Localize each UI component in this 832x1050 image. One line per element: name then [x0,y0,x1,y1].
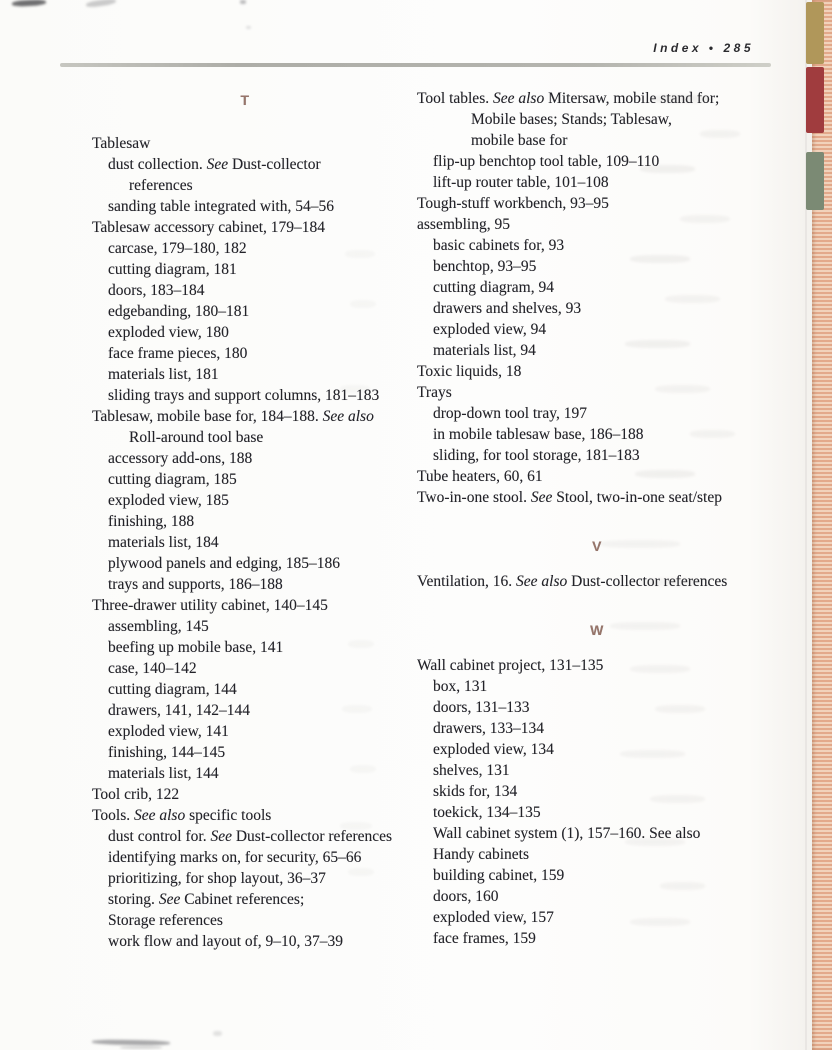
entry-text: Wall cabinet project, 131–135 [417,657,604,674]
index-entry [417,466,777,487]
cross-reference-italic: See also [322,408,374,425]
scan-smudge [630,665,690,673]
entry-text: materials list, 94 [433,342,536,359]
scan-smudge [680,215,730,223]
index-entry [417,193,777,214]
index-entry [417,256,777,277]
entry-text: assembling, 95 [417,216,510,233]
entry-text: drawers, 133–134 [433,720,545,737]
entry-text: Two-in-one stool. [417,489,531,506]
running-head-bullet: • [708,41,717,55]
index-entry [417,277,777,298]
index-entry [417,760,777,781]
entry-text: Mitersaw, mobile stand for; [544,90,720,107]
index-entry [417,676,777,697]
entry-text: basic cabinets for, 93 [433,237,565,254]
scan-smudge [700,130,740,138]
index-entry [92,154,398,175]
entry-text: identifying marks on, for security, 65–66 [108,849,362,866]
entry-text: Wall cabinet system (1), 157–160. See also [433,825,701,842]
index-entry [92,574,398,595]
index-entry [92,343,398,364]
entry-text: plywood panels and edging, 185–186 [108,555,341,572]
entry-text: Storage references [108,912,223,929]
index-entry [92,784,398,805]
index-entry [417,781,777,802]
index-entry [417,718,777,739]
index-entry [417,88,777,109]
entry-text: drop-down tool tray, 197 [433,405,587,422]
entry-text: skids for, 134 [433,783,518,800]
entry-text: drawers and shelves, 93 [433,300,582,317]
index-entry [92,490,398,511]
scan-smudge [655,385,710,393]
index-entry [92,259,398,280]
entry-text: materials list, 184 [108,534,219,551]
entry-text: Mobile bases; Stands; Tablesaw, [471,111,672,128]
scan-smudge [348,868,374,876]
cross-reference-italic: See [158,891,181,908]
entry-text: finishing, 188 [108,513,195,530]
entry-text: exploded view, 94 [433,321,547,338]
entry-text: dust control for. [108,828,211,845]
index-entry [417,235,777,256]
entry-text: Cabinet references; [180,891,305,908]
entry-text: exploded view, 185 [108,492,229,509]
index-entry [417,844,777,865]
entry-text: in mobile tablesaw base, 186–188 [433,426,644,443]
index-entry [92,889,398,910]
scan-smudge [640,578,700,586]
scan-smudge [213,1031,222,1036]
scan-smudge [630,918,690,926]
entry-text: shelves, 131 [433,762,510,779]
entry-text: mobile base for [471,132,568,149]
index-entry [417,319,777,340]
cross-reference-italic: See [206,156,229,173]
entry-text: case, 140–142 [108,660,197,677]
entry-text: lift-up router table, 101–108 [433,174,609,191]
entry-text: finishing, 144–145 [108,744,226,761]
scan-smudge [610,622,680,630]
index-entry [92,406,398,427]
running-head [653,41,754,55]
scan-smudge [340,822,372,830]
index-entry [417,907,777,928]
entry-text: cutting diagram, 181 [108,261,237,278]
entry-text: Tough-stuff workbench, 93–95 [417,195,609,212]
running-head-title: Index [653,41,703,55]
index-entry [92,910,398,931]
entry-text: Ventilation, 16. [417,573,517,590]
entry-text: benchtop, 93–95 [433,258,537,275]
index-entry [417,823,777,844]
index-entry [92,469,398,490]
entry-text: Stool, two-in-one seat/step [552,489,722,506]
index-entry [92,322,398,343]
running-head-page-number: 285 [723,41,754,55]
scan-smudge [665,295,720,303]
scan-smudge [640,165,695,173]
entry-text: cutting diagram, 185 [108,471,237,488]
scan-smudge [650,795,705,803]
entry-text: exploded view, 141 [108,723,229,740]
section-heading-v: V [592,538,602,554]
entry-text: flip-up benchtop tool table, 109–110 [433,153,660,170]
index-entry [92,595,398,616]
scan-smudge [660,882,705,890]
entry-text: exploded view, 157 [433,909,554,926]
entry-text: Three-drawer utility cabinet, 140–145 [92,597,328,614]
entry-text: Dust-collector references [231,828,393,845]
entry-text: accessory add-ons, 188 [108,450,253,467]
scan-smudge [342,705,372,713]
entry-text: sliding trays and support columns, 181–183 [108,387,380,404]
entry-text: Tools. [92,807,134,824]
index-entry [92,175,398,196]
index-entry [92,658,398,679]
index-entry [92,133,398,154]
scan-smudge [625,340,690,348]
entry-text: toekick, 134–135 [433,804,541,821]
index-entry [92,679,398,700]
entry-text: edgebanding, 180–181 [108,303,250,320]
index-entry [417,151,777,172]
index-entry [417,802,777,823]
scan-smudge [635,470,695,478]
scan-smudge [345,250,375,258]
entry-text: work flow and layout of, 9–10, 37–39 [108,933,344,950]
scan-smudge [620,750,685,758]
section-heading-t: T [240,92,250,108]
index-entry [92,217,398,238]
scan-smudge [246,26,251,29]
section-heading-w: W [590,622,604,638]
entry-text: materials list, 181 [108,366,219,383]
entry-text: doors, 131–133 [433,699,530,716]
entry-text: Toxic liquids, 18 [417,363,522,380]
index-entry [92,931,398,952]
entry-text: Handy cabinets [433,846,529,863]
index-entry [92,448,398,469]
entry-text: Tool tables. [417,90,493,107]
entry-text: doors, 183–184 [108,282,205,299]
entry-text: exploded view, 134 [433,741,554,758]
index-entry [417,298,777,319]
entry-text: box, 131 [433,678,488,695]
index-entry [417,928,777,949]
index-entry [417,571,777,592]
entry-text: Tool crib, 122 [92,786,180,803]
entry-text: references [129,177,193,194]
index-entry [92,616,398,637]
scan-smudge [630,255,690,263]
scan-smudge [600,540,680,548]
index-entry [417,886,777,907]
index-entry [92,427,398,448]
fore-edge-band-maroon [806,67,824,133]
scan-smudge [348,640,374,648]
fore-edge-band-tan [806,2,824,64]
scan-smudge [650,95,710,103]
cross-reference-italic: See also [492,90,545,107]
cross-reference-italic: See also [133,807,186,824]
entry-text: Roll-around tool base [129,429,264,446]
scan-smudge [350,300,376,308]
scan-smudge [340,385,370,393]
entry-text: Tube heaters, 60, 61 [417,468,543,485]
entry-text: exploded view, 180 [108,324,229,341]
entry-text: cutting diagram, 94 [433,279,554,296]
index-entry [417,655,777,676]
scan-smudge [92,1039,170,1045]
index-entry [417,361,777,382]
entry-text: trays and supports, 186–188 [108,576,283,593]
cross-reference-italic: See [530,489,553,506]
index-entry [417,172,777,193]
index-entry [417,697,777,718]
scan-smudge [240,0,246,4]
index-entry [417,865,777,886]
entry-text: storing. [108,891,159,908]
entry-text: sliding, for tool storage, 181–183 [433,447,640,464]
entry-text: carcase, 179–180, 182 [108,240,247,257]
entry-text: Dust-collector references [567,573,728,590]
entry-text: cutting diagram, 144 [108,681,237,698]
header-rule [60,63,771,67]
index-entry [417,487,777,508]
entry-text: Trays [417,384,452,401]
index-entry [92,511,398,532]
scan-smudge [350,765,376,773]
scan-smudge [12,0,46,7]
entry-text: building cabinet, 159 [433,867,565,884]
entry-text: doors, 160 [433,888,499,905]
index-entry [92,847,398,868]
entry-text: prioritizing, for shop layout, 36–37 [108,870,326,887]
entry-text: dust collection. [108,156,207,173]
fore-edge-band-green [806,152,824,210]
entry-text: specific tools [185,807,272,824]
scan-smudge [625,838,685,846]
entry-text: face frame pieces, 180 [108,345,248,362]
scan-smudge [120,1046,162,1049]
index-entry [417,739,777,760]
entry-text: Tablesaw [92,135,151,152]
scan-smudge [655,705,705,713]
entry-text: face frames, 159 [433,930,536,947]
entry-text: materials list, 144 [108,765,219,782]
index-entry [92,742,398,763]
index-entry [92,553,398,574]
index-entry [92,196,398,217]
index-entry [417,403,777,424]
index-entry [417,445,777,466]
entry-text: Dust-collector [228,156,321,173]
index-entry [92,280,398,301]
index-entry [417,340,777,361]
index-entry [92,721,398,742]
entry-text: Tablesaw, mobile base for, 184–188. [92,408,323,425]
index-entry [92,364,398,385]
entry-text: assembling, 145 [108,618,209,635]
entry-text: sanding table integrated with, 54–56 [108,198,334,215]
cross-reference-italic: See also [516,573,568,590]
index-entry [417,382,777,403]
scan-smudge [690,430,735,438]
scan-smudge [86,0,117,8]
cross-reference-italic: See [210,828,232,845]
entry-text: Tablesaw accessory cabinet, 179–184 [92,219,326,236]
index-entry [92,532,398,553]
entry-text: beefing up mobile base, 141 [108,639,284,656]
entry-text: drawers, 141, 142–144 [108,702,251,719]
index-entry [417,109,777,130]
